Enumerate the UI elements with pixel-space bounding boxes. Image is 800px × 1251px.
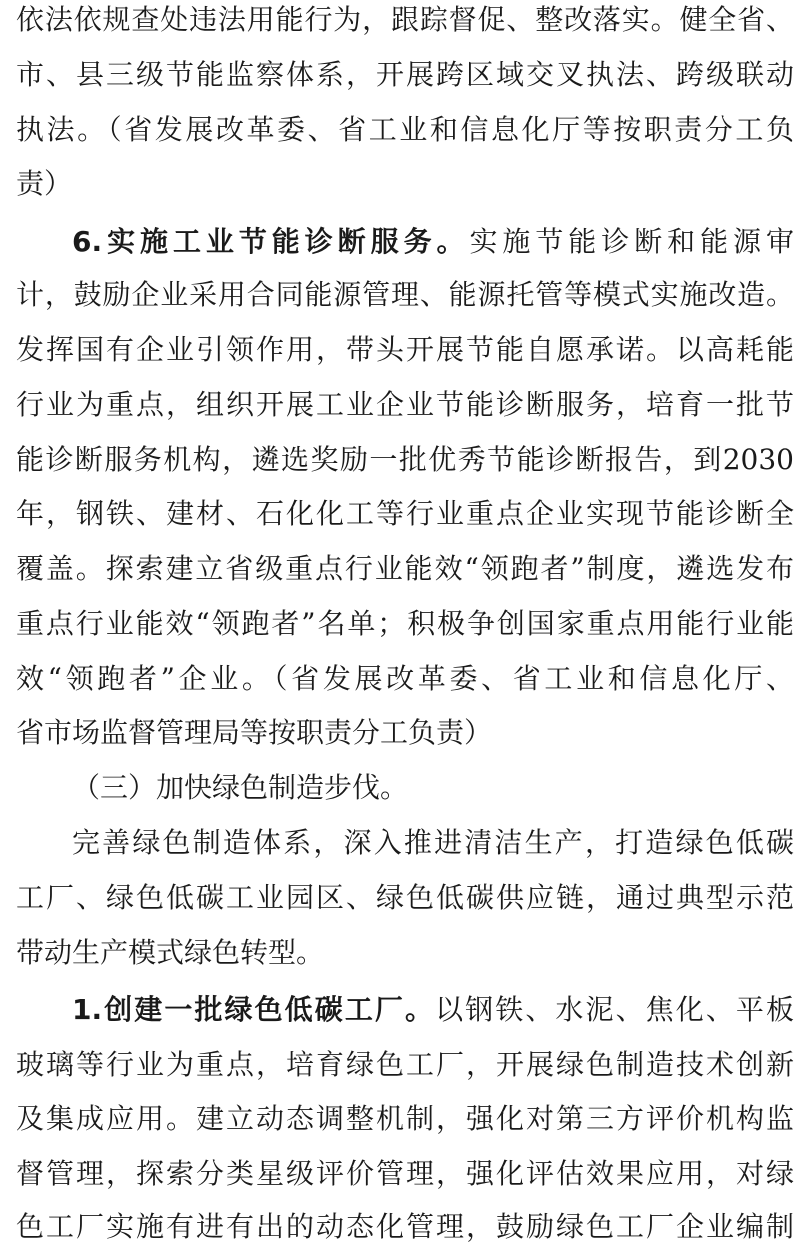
paragraph-line: 及集成应用。建立动态调整机制，强化对第三方评价机构监 — [16, 1102, 794, 1135]
paragraph-line: 依法依规查处违法用能行为，跟踪督促、整改落实。健全省、 — [16, 3, 794, 36]
subsection-heading: （三）加快绿色制造步伐。 — [72, 771, 409, 804]
paragraph-line: 能诊断服务机构，遴选奖励一批优秀节能诊断报告，到2030 — [16, 443, 794, 476]
paragraph-line: 市、县三级节能监察体系，开展跨区域交叉执法、跨级联动 — [16, 58, 794, 91]
paragraph-line: 色工厂实施有进有出的动态化管理，鼓励绿色工厂企业编制 — [16, 1210, 794, 1243]
paragraph-line: 工厂、绿色低碳工业园区、绿色低碳供应链，通过典型示范 — [16, 881, 794, 914]
section-1-heading: 1.创建一批绿色低碳工厂。 — [72, 993, 436, 1026]
paragraph-line: 督管理，探索分类星级评价管理，强化评估效果应用，对绿 — [16, 1157, 794, 1190]
paragraph-line: 年，钢铁、建材、石化化工等行业重点企业实现节能诊断全 — [16, 497, 794, 530]
paragraph-line: 发挥国有企业引领作用，带头开展节能自愿承诺。以高耗能 — [16, 333, 794, 366]
paragraph-line: 省市场监督管理局等按职责分工负责） — [16, 716, 493, 749]
paragraph-line: 行业为重点，组织开展工业企业节能诊断服务，培育一批节 — [16, 388, 794, 421]
paragraph-line: 计，鼓励企业采用合同能源管理、能源托管等模式实施改造。 — [16, 278, 794, 311]
paragraph-line: 覆盖。探索建立省级重点行业能效“领跑者”制度，遴选发布 — [16, 552, 794, 585]
section-6-first-line — [0, 222, 800, 262]
section-6-heading: 6.实施工业节能诊断服务。 — [72, 225, 470, 258]
paragraph-line: 完善绿色制造体系，深入推进清洁生产，打造绿色低碳 — [72, 826, 794, 859]
section-6-text: 实施节能诊断和能源审 — [469, 225, 794, 258]
paragraph-line: 效“领跑者”企业。（省发展改革委、省工业和信息化厅、 — [16, 662, 794, 695]
section-1-text: 以钢铁、水泥、焦化、平板 — [435, 993, 794, 1026]
paragraph-line: 执法。（省发展改革委、省工业和信息化厅等按职责分工负 — [16, 113, 794, 146]
paragraph-line: 带动生产模式绿色转型。 — [16, 936, 325, 969]
section-1-first-line — [0, 990, 800, 1030]
paragraph-line: 责） — [16, 167, 73, 200]
paragraph-line: 重点行业能效“领跑者”名单；积极争创国家重点用能行业能 — [16, 607, 794, 640]
paragraph-line: 玻璃等行业为重点，培育绿色工厂，开展绿色制造技术创新 — [16, 1048, 794, 1081]
